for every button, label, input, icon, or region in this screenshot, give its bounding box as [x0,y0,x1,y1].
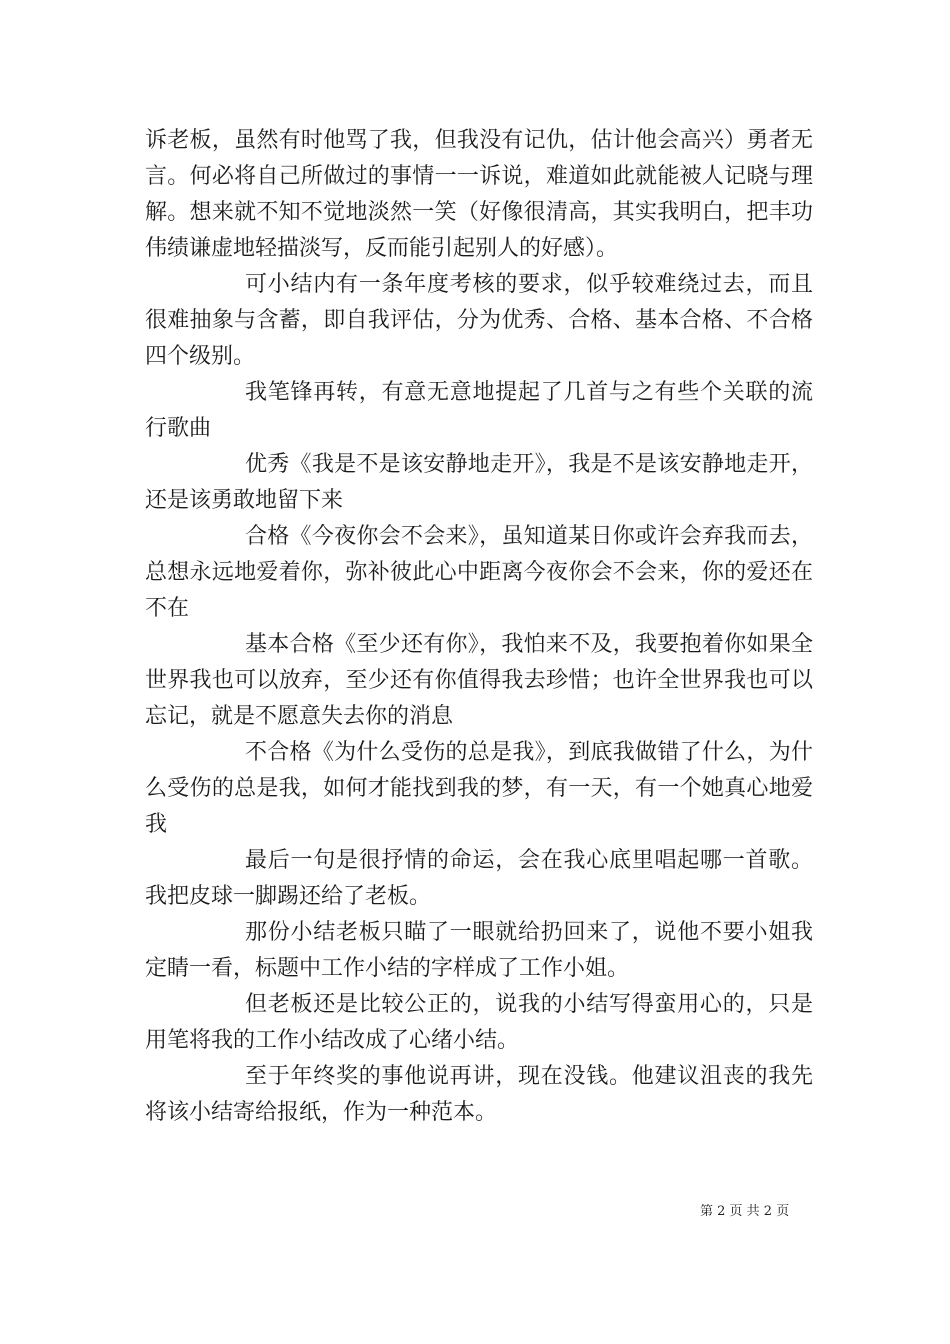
paragraph-last-line: 最后一句是很抒情的命运，会在我心底里唱起哪一首歌。我把皮球一脚踢还给了老板。 [145,848,813,909]
paragraph-year-end-bonus: 至于年终奖的事他说再讲，现在没钱。他建议沮丧的我先将该小结寄给报纸，作为一种范本。 [145,1064,813,1125]
paragraph-boss-fair: 但老板还是比较公正的，说我的小结写得蛮用心的，只是用笔将我的工作小结改成了心绪小结。 [145,992,813,1053]
paragraph-qualified: 合格《今夜你会不会来》，虽知道某日你或许会弃我而去，总想永远地爱着你，弥补彼此心中距离今夜你会不会来，你的爱还在不在 [145,524,813,621]
paragraph-songs-intro: 我笔锋再转，有意无意地提起了几首与之有些个关联的流行歌曲 [145,380,813,441]
paragraph-boss-glance: 那份小结老板只瞄了一眼就给扔回来了，说他不要小姐我定睛一看，标题中工作小结的字样成了工作小姐。 [145,920,813,981]
paragraph-unqualified: 不合格《为什么受伤的总是我》，到底我做错了什么，为什么受伤的总是我，如何才能找到我的梦，有一天，有一个她真心地爱我 [145,740,813,837]
body-text [145,123,813,1131]
paragraph-excellent: 优秀《我是不是该安静地走开》，我是不是该安静地走开，还是该勇敢地留下来 [145,452,813,513]
paragraph-continuation: 诉老板，虽然有时他骂了我，但我没有记仇，估计他会高兴）勇者无言。何必将自己所做过的事情一一诉说，难道如此就能被人记晓与理解。想来就不知不觉地淡然一笑（好像很清高，其实我明白，把丰功伟绩谦虚地轻描淡写，反而能引起别人的好感）。 [145,128,813,261]
page-number-footer: 第 2 页 共 2 页 [700,1204,790,1219]
paragraph-assessment: 可小结内有一条年度考核的要求，似乎较难绕过去，而且很难抽象与含蓄，即自我评估，分为优秀、合格、基本合格、不合格四个级别。 [145,272,813,369]
paragraph-basically-qualified: 基本合格《至少还有你》，我怕来不及，我要抱着你如果全世界我也可以放弃，至少还有你值得我去珍惜；也许全世界我也可以忘记，就是不愿意失去你的消息 [145,632,813,729]
